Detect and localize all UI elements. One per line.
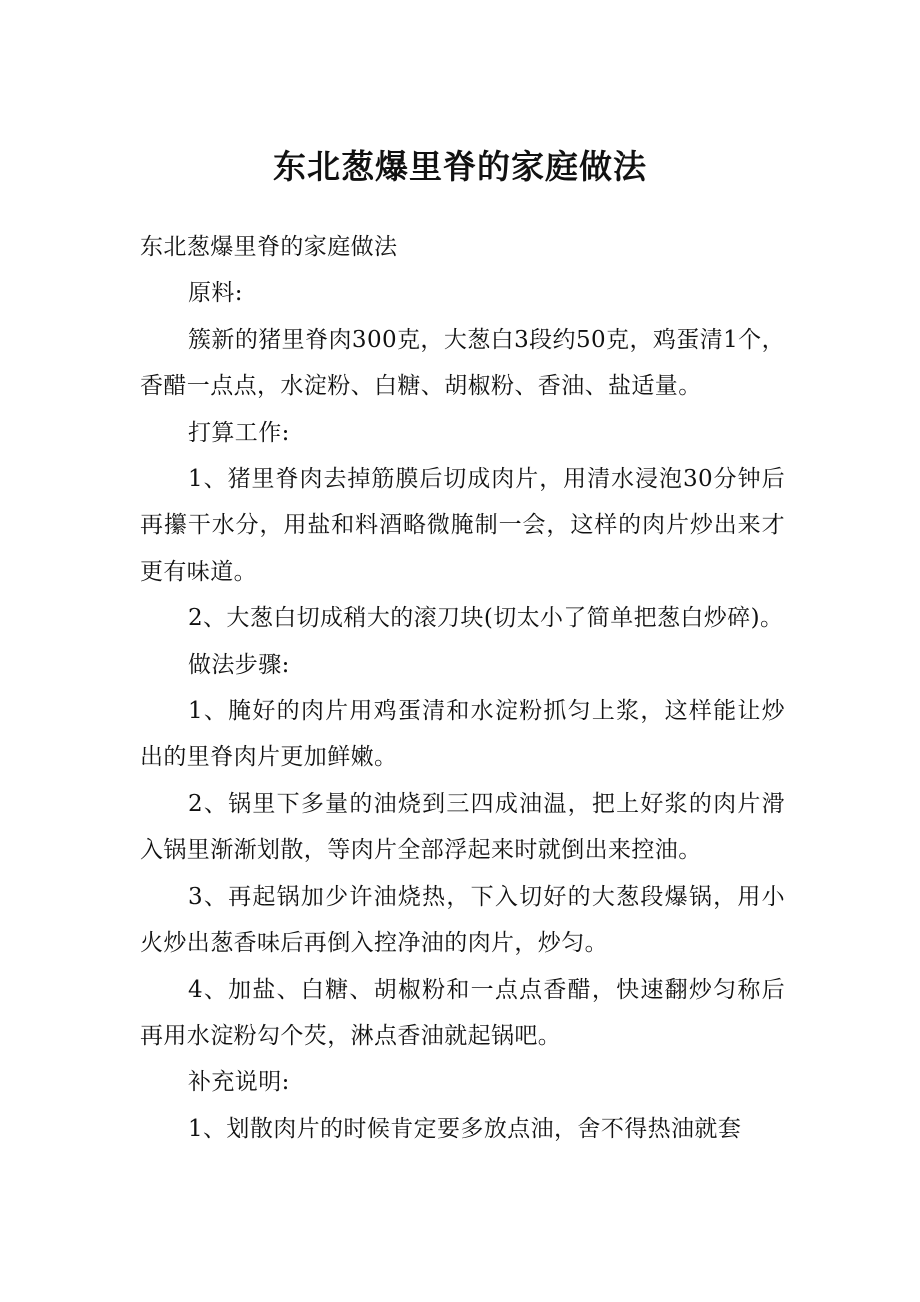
paragraph-cook-step-2: 2、锅里下多量的油烧到三四成油温，把上好浆的肉片滑入锅里渐渐划散，等肉片全部浮起来时就倒出来控油。 (140, 790, 785, 864)
document-body (140, 224, 785, 1152)
section-heading-steps: 做法步骤: (188, 651, 290, 678)
paragraph-prep-step-2: 2、大葱白切成稍大的滚刀块(切太小了简单把葱白炒碎)。 (188, 605, 784, 632)
paragraph-ingredients: 簇新的猪里脊肉300克，大葱白3段约50克，鸡蛋清1个，香醋一点点，水淀粉、白糖、胡椒粉、香油、盐适量。 (140, 326, 785, 400)
paragraph-prep-step-1: 1、猪里脊肉去掉筋膜后切成肉片，用清水浸泡30分钟后再攥干水分，用盐和料酒略微腌制一会，这样的肉片炒出来才更有味道。 (140, 466, 785, 585)
section-heading-preparation: 打算工作: (188, 419, 290, 446)
document-subtitle: 东北葱爆里脊的家庭做法 (140, 234, 398, 260)
section-heading-notes: 补充说明: (188, 1069, 290, 1096)
paragraph-cook-step-4: 4、加盐、白糖、胡椒粉和一点点香醋，快速翻炒匀称后再用水淀粉勾个芡，淋点香油就起锅吧。 (140, 976, 785, 1049)
paragraph-cook-step-1: 1、腌好的肉片用鸡蛋清和水淀粉抓匀上浆，这样能让炒出的里脊肉片更加鲜嫩。 (140, 698, 785, 771)
document-title: 东北葱爆里脊的家庭做法 (273, 147, 647, 186)
paragraph-note-1: 1、划散肉片的时候肯定要多放点油，舍不得热油就套 (188, 1115, 742, 1142)
section-heading-ingredients: 原料: (188, 280, 243, 307)
paragraph-cook-step-3: 3、再起锅加少许油烧热，下入切好的大葱段爆锅，用小火炒出葱香味后再倒入控净油的肉片，炒匀。 (140, 883, 785, 957)
